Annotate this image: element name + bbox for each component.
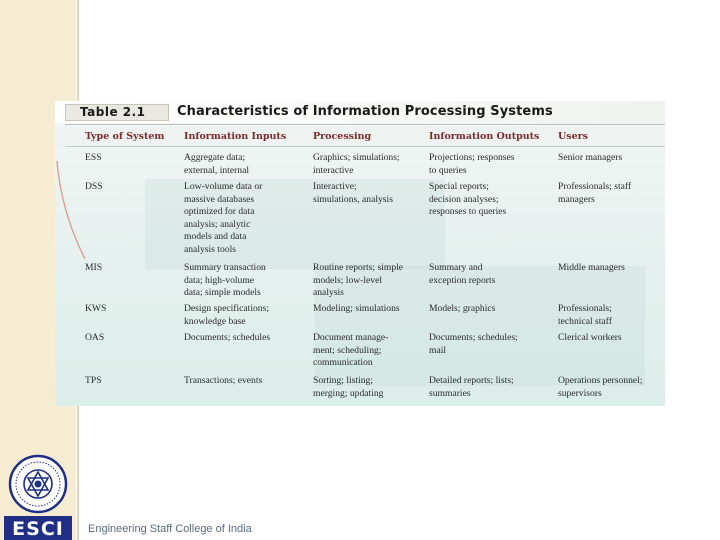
cell-line: to queries xyxy=(429,164,467,176)
header-users: Users xyxy=(558,131,589,142)
cell-inputs xyxy=(184,332,270,345)
cell-users xyxy=(558,303,612,328)
cell-line: ment; scheduling; xyxy=(313,344,382,356)
cell-outputs xyxy=(429,375,514,400)
header-information-inputs: Information Inputs xyxy=(184,131,287,142)
cell-line: responses to queries xyxy=(429,206,507,218)
cell-users xyxy=(558,262,625,275)
cell-inputs xyxy=(184,181,262,257)
cell-processing xyxy=(313,262,403,300)
cell-line: managers xyxy=(558,193,595,205)
cell-line: Special reports; xyxy=(429,181,489,192)
cell-line: data; simple models xyxy=(184,287,261,299)
cell-line: analysis xyxy=(313,287,344,299)
cell-line: Aggregate data; xyxy=(184,152,245,163)
title-rule xyxy=(65,124,665,125)
cell-users xyxy=(558,375,642,400)
cell-line: Modeling; simulations xyxy=(313,303,400,314)
cell-line: Models; graphics xyxy=(429,303,496,314)
cell-line: technical staff xyxy=(558,315,612,327)
cell-line: Routine reports; simple xyxy=(313,262,404,273)
logo-text: ESCI xyxy=(12,518,64,540)
cell-line: Professionals; xyxy=(558,303,612,314)
cell-line: mail xyxy=(429,344,447,356)
cell-processing xyxy=(313,303,400,316)
cell-line: models and data xyxy=(184,231,247,243)
cell-type xyxy=(85,332,104,345)
table-figure xyxy=(55,101,665,406)
cell-users xyxy=(558,332,622,345)
cell-line: Professionals; staff xyxy=(558,181,632,192)
cell-line: merging; updating xyxy=(313,387,384,399)
cell-type xyxy=(85,262,102,275)
cell-line: supervisors xyxy=(558,387,602,399)
cell-line: optimized for data xyxy=(184,206,255,218)
footer-text: Engineering Staff College of India xyxy=(88,523,252,535)
cell-line: summaries xyxy=(429,387,471,399)
header-type-of-system: Type of System xyxy=(85,131,165,142)
cell-line: interactive xyxy=(313,164,354,176)
cell-line: Projections; responses xyxy=(429,152,515,163)
cell-processing xyxy=(313,375,383,400)
cell-line: massive databases xyxy=(184,193,255,205)
cell-line: decision analyses; xyxy=(429,193,499,205)
cell-line: analysis tools xyxy=(184,243,236,255)
cell-outputs xyxy=(429,332,518,357)
header-processing: Processing xyxy=(313,131,372,142)
cell-type xyxy=(85,152,102,165)
cell-line: Middle managers xyxy=(558,262,625,273)
cell-line: exception reports xyxy=(429,274,496,286)
cell-inputs xyxy=(184,152,249,177)
cell-line: Documents; schedules; xyxy=(429,332,518,343)
cell-line: external, internal xyxy=(184,164,249,176)
cell-line: Summary transaction xyxy=(184,262,266,273)
cell-line: models; low-level xyxy=(313,274,383,286)
table-label: Table 2.1 xyxy=(65,104,169,121)
cell-line: Detailed reports; lists; xyxy=(429,375,514,386)
cell-line: KWS xyxy=(85,303,107,314)
cell-line: Document manage- xyxy=(313,332,389,343)
table-header-row xyxy=(55,127,665,147)
cell-line: Graphics; simulations; xyxy=(313,152,400,163)
cell-type xyxy=(85,375,102,388)
cell-line: Summary and xyxy=(429,262,483,273)
cell-line: Operations personnel; xyxy=(558,375,643,386)
cell-line: DSS xyxy=(85,181,103,192)
cell-line: Transactions; events xyxy=(184,375,263,386)
cell-line: data; high-volume xyxy=(184,274,255,286)
cell-outputs xyxy=(429,152,515,177)
cell-type xyxy=(85,181,103,194)
cell-line: Low-volume data or xyxy=(184,181,263,192)
cell-line: TPS xyxy=(85,375,102,386)
cell-line: simulations, analysis xyxy=(313,193,393,205)
cell-outputs xyxy=(429,303,495,316)
cell-line: knowledge base xyxy=(184,315,246,327)
cell-inputs xyxy=(184,303,269,328)
header-rule xyxy=(65,146,665,147)
cell-line: MIS xyxy=(85,262,103,273)
cell-inputs xyxy=(184,262,266,300)
cell-line: Clerical workers xyxy=(558,332,622,343)
cell-line: ESS xyxy=(85,152,102,163)
cell-line: Senior managers xyxy=(558,152,623,163)
cell-type xyxy=(85,303,106,316)
cell-users xyxy=(558,181,631,206)
cell-line: Sorting; listing; xyxy=(313,375,373,386)
header-information-outputs: Information Outputs xyxy=(429,131,540,142)
esci-logo-icon xyxy=(2,454,74,540)
cell-inputs xyxy=(184,375,262,388)
cell-line: communication xyxy=(313,357,373,369)
cell-outputs xyxy=(429,262,495,287)
cell-line: Interactive; xyxy=(313,181,357,192)
cell-processing xyxy=(313,332,388,370)
cell-line: analysis; analytic xyxy=(184,218,251,230)
cell-line: Design specifications; xyxy=(184,303,269,314)
table-title: Characteristics of Information Processing Systems xyxy=(177,104,553,119)
cell-line: Documents; schedules xyxy=(184,332,271,343)
cell-processing xyxy=(313,152,400,177)
cell-outputs xyxy=(429,181,506,219)
cell-processing xyxy=(313,181,393,206)
cell-users xyxy=(558,152,622,165)
cell-line: OAS xyxy=(85,332,105,343)
